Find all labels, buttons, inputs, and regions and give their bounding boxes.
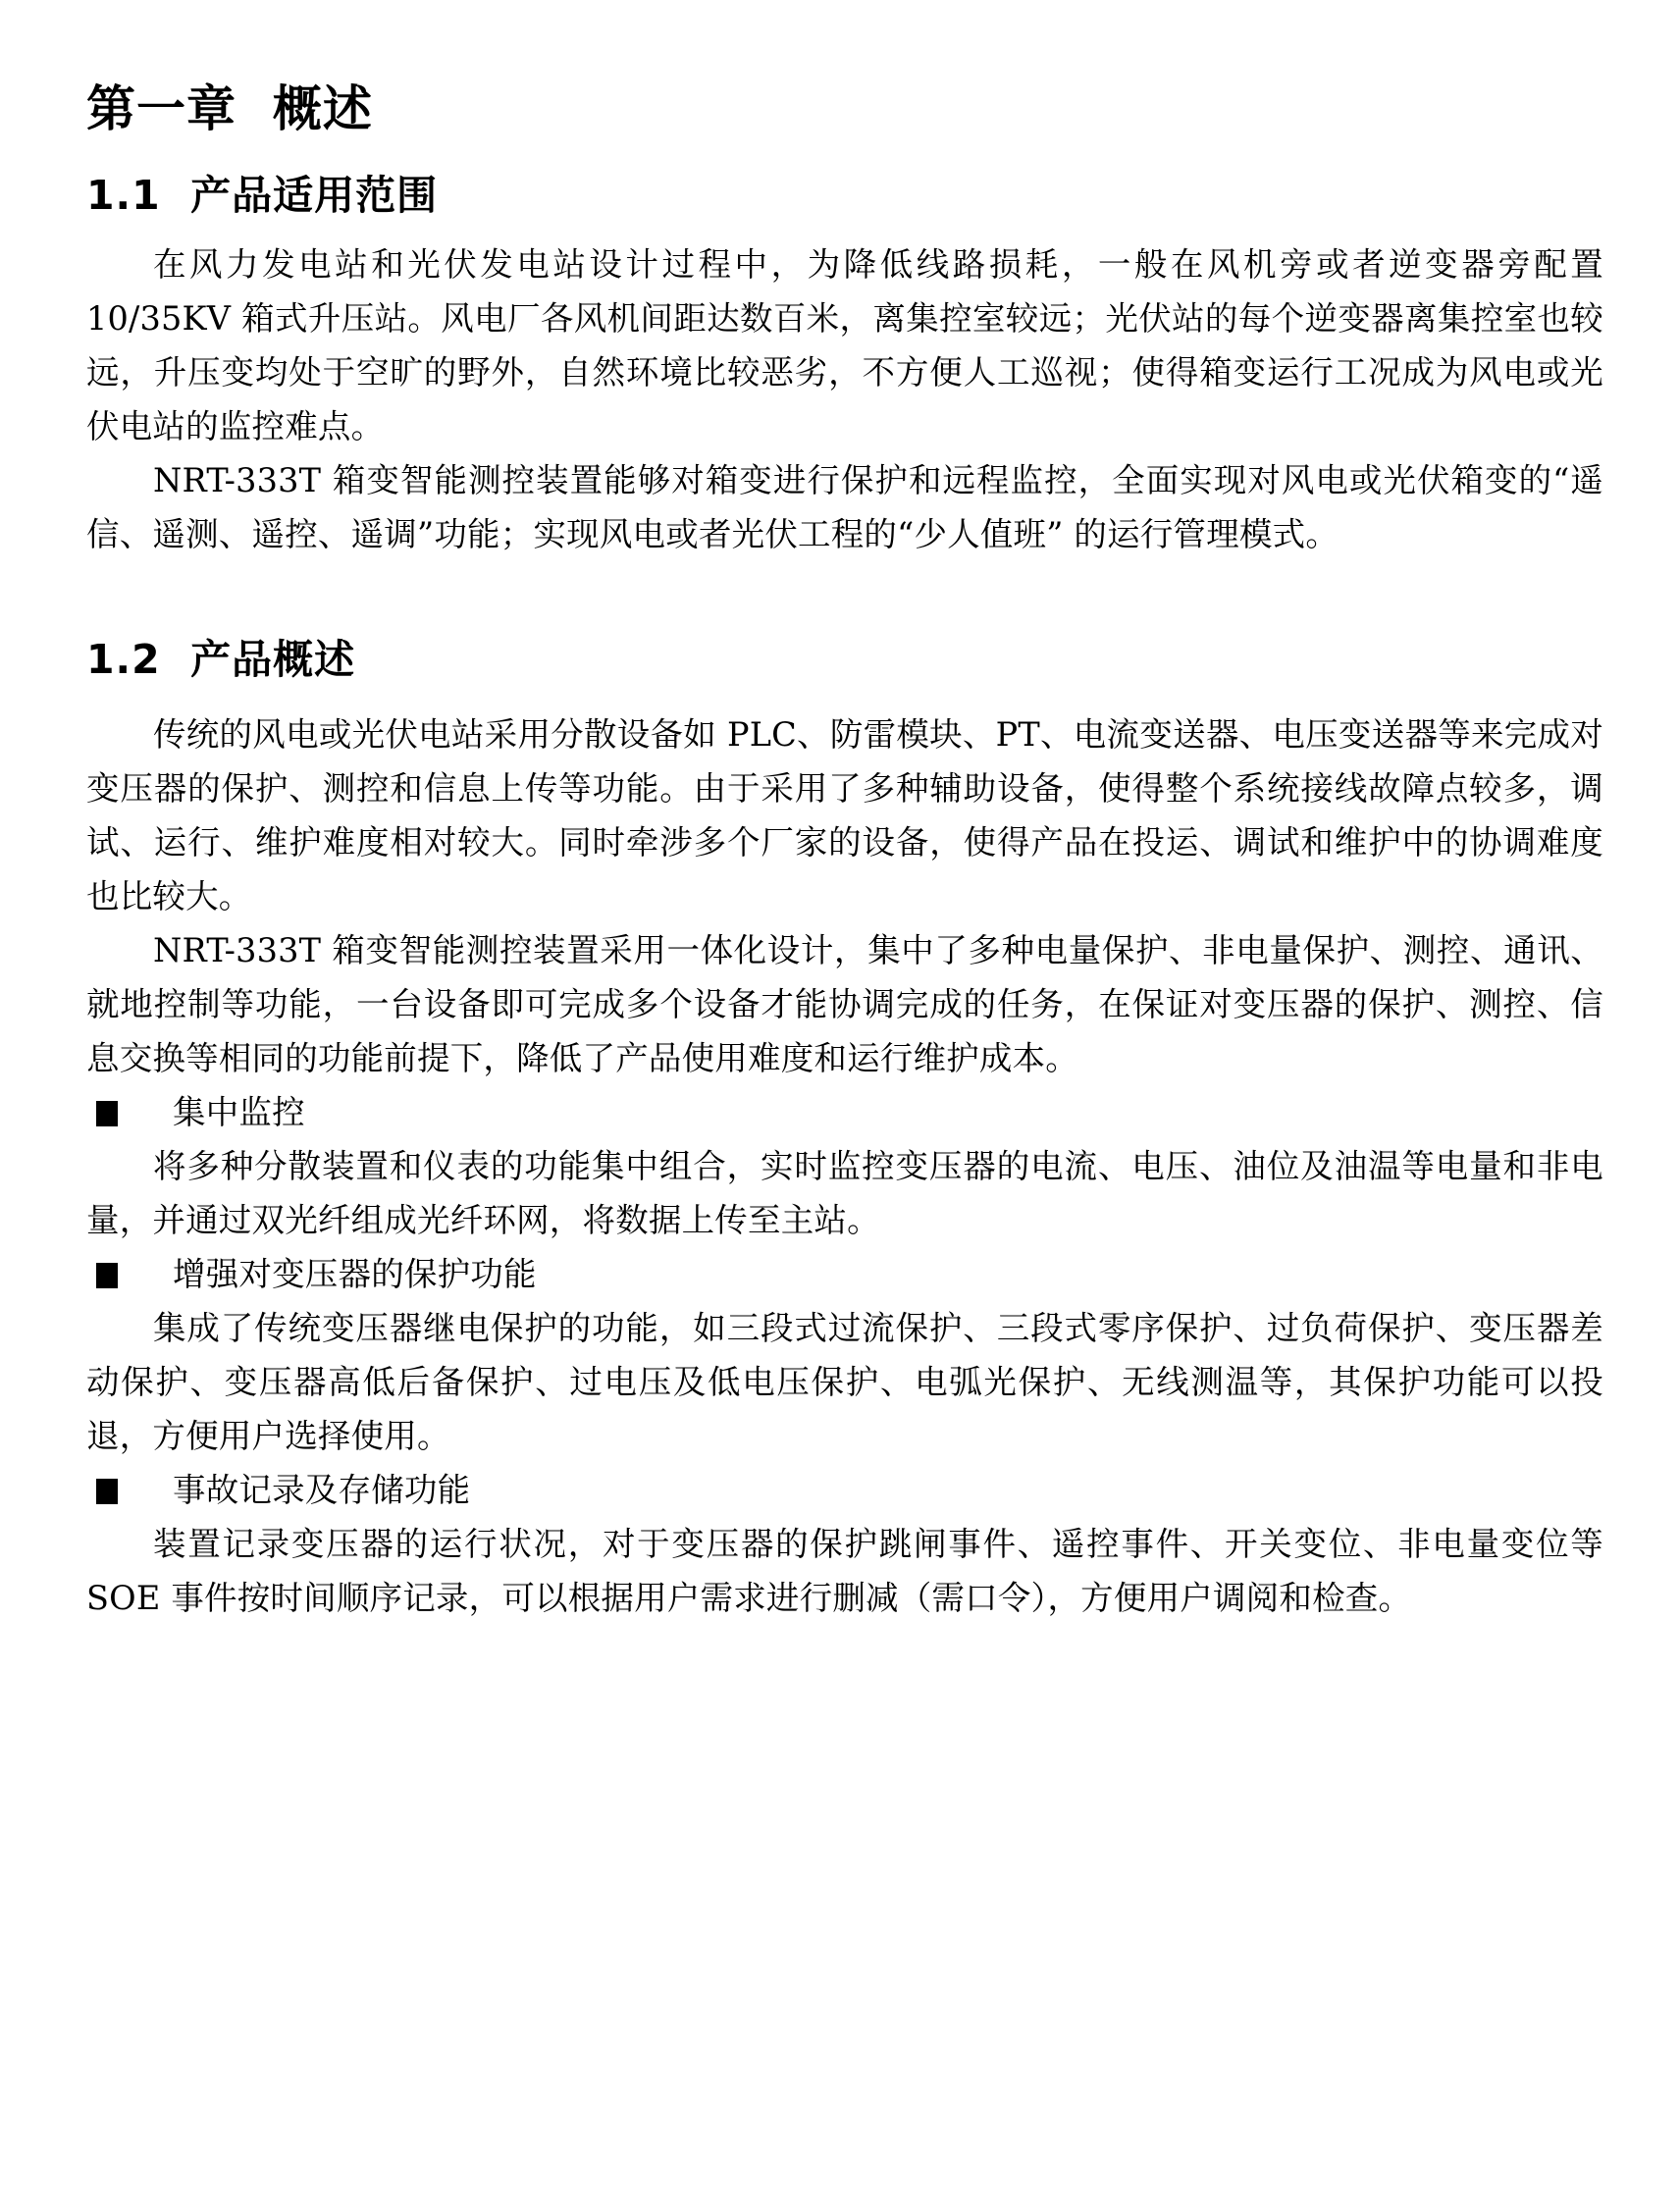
- list-item-body: 装置记录变压器的运行状况，对于变压器的保护跳闸事件、遥控事件、开关变位、非电量变位等 SOE 事件按时间顺序记录，可以根据用户需求进行删减（需口令），方便用户调阅和检查。: [86, 1525, 1603, 1618]
- list-item: [86, 1463, 1603, 1517]
- list-item-body: 将多种分散装置和仪表的功能集中组合，实时监控变压器的电流、电压、油位及油温等电量和非电量，并通过双光纤组成光纤环网，将数据上传至主站。: [86, 1147, 1603, 1240]
- section-heading-1-1: 1.1 产品适用范围: [86, 171, 439, 219]
- list-item-body: 集成了传统变压器继电保护的功能，如三段式过流保护、三段式零序保护、过负荷保护、变压器差动保护、变压器高低后备保护、过电压及低电压保护、电弧光保护、无线测温等，其保护功能可以投退，方便用户选择使用。: [86, 1309, 1603, 1456]
- paragraph-1-2-2: NRT-333T 箱变智能测控装置采用一体化设计，集中了多种电量保护、非电量保护、测控、通讯、就地控制等功能，一台设备即可完成多个设备才能协调完成的任务，在保证对变压器的保护、测控、信息交换等相同的功能前提下，降低了产品使用难度和运行维护成本。: [86, 931, 1603, 1078]
- filled-square-bullet-icon: [96, 1101, 118, 1126]
- filled-square-bullet-icon: [96, 1263, 118, 1288]
- list-item-label: 事故记录及存储功能: [173, 1471, 471, 1510]
- list-item: [86, 1085, 1603, 1139]
- list-item: [86, 1247, 1603, 1301]
- filled-square-bullet-icon: [96, 1479, 118, 1504]
- paragraph-1-1-2: NRT-333T 箱变智能测控装置能够对箱变进行保护和远程监控，全面实现对风电或光伏箱变的“遥信、遥测、遥控、遥调”功能；实现风电或者光伏工程的“少人值班” 的运行管理模式。: [86, 460, 1603, 553]
- list-item-label: 集中监控: [173, 1093, 305, 1132]
- section-heading-1-2: 1.2 产品概述: [86, 635, 356, 683]
- list-item-label: 增强对变压器的保护功能: [173, 1255, 537, 1294]
- paragraph-1-1-1: 在风力发电站和光伏发电站设计过程中，为降低线路损耗，一般在风机旁或者逆变器旁配置 10/35KV 箱式升压站。风电厂各风机间距达数百米，离集控室较远；光伏站的每个逆变器离集控室也较远，升压变均处于空旷的野外，自然环境比较恶劣，不方便人工巡视；使得箱变运行工况成为风电或光伏电站的监控难点。: [86, 244, 1603, 445]
- paragraph-1-2-1: 传统的风电或光伏电站采用分散设备如 PLC、防雷模块、PT、电流变送器、电压变送器等来完成对变压器的保护、测控和信息上传等功能。由于采用了多种辅助设备，使得整个系统接线故障点较多，调试、运行、维护难度相对较大。同时牵涉多个厂家的设备，使得产品在投运、调试和维护中的协调难度也比较大。: [86, 715, 1603, 916]
- chapter-title: 第一章 概述: [86, 80, 373, 137]
